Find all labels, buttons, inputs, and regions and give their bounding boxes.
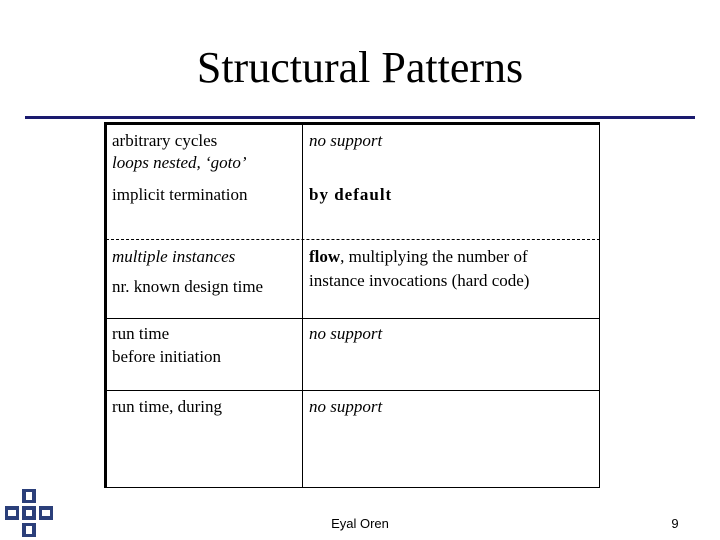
row-4-label: run time (112, 324, 170, 343)
row-2-value: by default (309, 185, 393, 204)
footer-author: Eyal Oren (331, 516, 389, 531)
title-divider (25, 116, 695, 119)
column-divider (302, 124, 303, 488)
row-3-value-line2: instance invocations (hard code) (309, 271, 530, 290)
row-3-sublabel: nr. known design time (112, 277, 264, 296)
row-1-value: no support (309, 131, 383, 150)
logo-icon (0, 488, 56, 540)
row-divider (106, 390, 600, 391)
row-3-value-bold: flow (309, 247, 341, 266)
row-5-value: no support (309, 397, 383, 416)
row-3-label: multiple instances (112, 247, 236, 266)
row-divider-dashed (106, 239, 600, 240)
row-1-label: arbitrary cycles (112, 131, 218, 150)
row-3-value-rest: , multiplying the number of (340, 247, 528, 266)
row-2-label: implicit termination (112, 185, 248, 204)
row-1-sublabel: loops nested, ‘goto’ (112, 153, 247, 172)
page-number: 9 (671, 516, 679, 531)
row-divider (106, 318, 600, 319)
slide-title: Structural Patterns (196, 43, 524, 92)
row-3-value (309, 246, 528, 268)
row-5-label: run time, during (112, 397, 223, 416)
row-4-sublabel: before initiation (112, 347, 222, 366)
patterns-table (104, 122, 600, 488)
row-4-value: no support (309, 324, 383, 343)
